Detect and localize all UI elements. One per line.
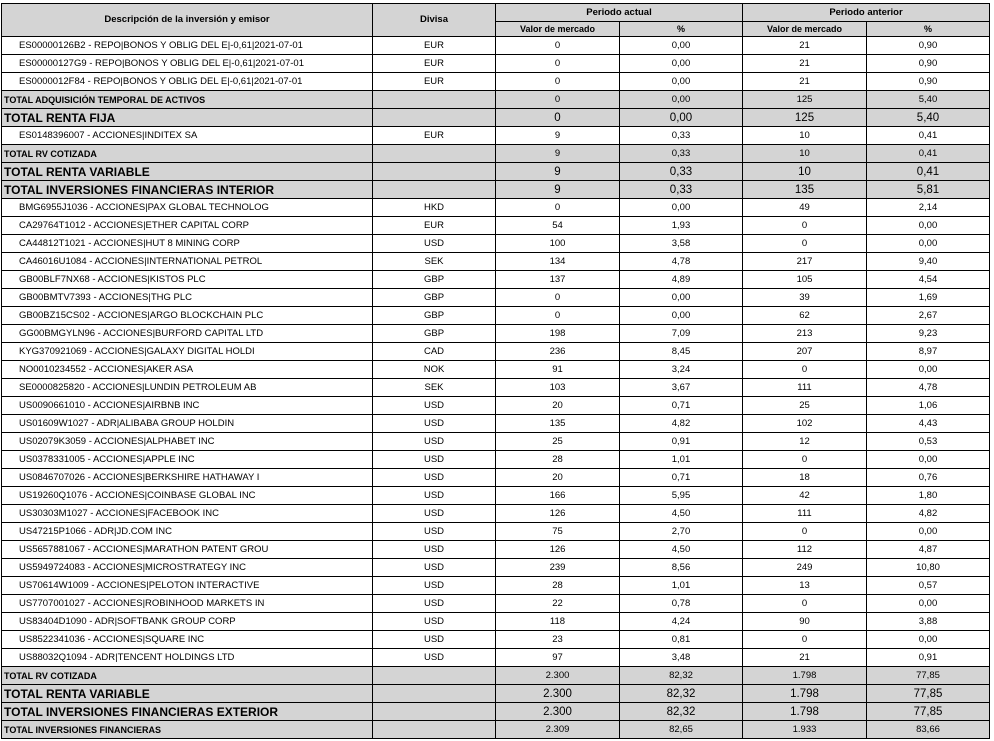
row-pct-actual: 0,33 — [620, 127, 743, 145]
total-row — [2, 163, 990, 181]
row-description: TOTAL INVERSIONES FINANCIERAS INTERIOR — [2, 181, 373, 199]
row-description: ES00000127G9 - REPO|BONOS Y OBLIG DEL E|-0,61|2021-07-01 — [2, 55, 373, 73]
row-currency — [373, 163, 496, 181]
row-valor-mercado-actual: 2.300 — [496, 703, 620, 721]
row-description: TOTAL ADQUISICIÓN TEMPORAL DE ACTIVOS — [2, 91, 373, 109]
table-row — [2, 631, 990, 649]
table-row — [2, 253, 990, 271]
row-description: KYG370921069 - ACCIONES|GALAXY DIGITAL HOLDI — [2, 343, 373, 361]
row-pct-anterior: 0,76 — [867, 469, 990, 487]
row-pct-anterior: 0,90 — [867, 37, 990, 55]
row-description: ES0000012F84 - REPO|BONOS Y OBLIG DEL E|-0,61|2021-07-01 — [2, 73, 373, 91]
row-valor-mercado-anterior: 1.798 — [743, 667, 867, 685]
row-valor-mercado-anterior: 10 — [743, 145, 867, 163]
table-row — [2, 397, 990, 415]
total-row — [2, 145, 990, 163]
row-description: US47215P1066 - ADR|JD.COM INC — [2, 523, 373, 541]
row-pct-anterior: 77,85 — [867, 685, 990, 703]
row-valor-mercado-anterior: 39 — [743, 289, 867, 307]
table-row — [2, 577, 990, 595]
table-row — [2, 343, 990, 361]
row-description: SE0000825820 - ACCIONES|LUNDIN PETROLEUM AB — [2, 379, 373, 397]
row-currency: USD — [373, 235, 496, 253]
row-pct-anterior: 0,00 — [867, 631, 990, 649]
row-currency: GBP — [373, 307, 496, 325]
row-pct-anterior: 0,00 — [867, 523, 990, 541]
row-valor-mercado-anterior: 125 — [743, 109, 867, 127]
row-pct-actual: 0,33 — [620, 145, 743, 163]
row-valor-mercado-actual: 0 — [496, 109, 620, 127]
row-pct-actual: 8,56 — [620, 559, 743, 577]
row-currency: EUR — [373, 127, 496, 145]
table-row — [2, 613, 990, 631]
total-row — [2, 721, 990, 739]
row-currency — [373, 181, 496, 199]
row-pct-actual: 0,00 — [620, 289, 743, 307]
row-valor-mercado-anterior: 49 — [743, 199, 867, 217]
row-currency: GBP — [373, 271, 496, 289]
row-valor-mercado-anterior: 21 — [743, 649, 867, 667]
row-description: US5657881067 - ACCIONES|MARATHON PATENT GROU — [2, 541, 373, 559]
row-valor-mercado-anterior: 10 — [743, 163, 867, 181]
row-valor-mercado-actual: 198 — [496, 325, 620, 343]
row-description: GB00BLF7NX68 - ACCIONES|KISTOS PLC — [2, 271, 373, 289]
row-valor-mercado-actual: 20 — [496, 397, 620, 415]
row-valor-mercado-actual: 100 — [496, 235, 620, 253]
row-valor-mercado-anterior: 213 — [743, 325, 867, 343]
row-pct-actual: 4,89 — [620, 271, 743, 289]
header-divisa: Divisa — [373, 4, 496, 37]
row-currency: USD — [373, 523, 496, 541]
table-row — [2, 649, 990, 667]
row-pct-anterior: 4,78 — [867, 379, 990, 397]
table-row — [2, 595, 990, 613]
row-pct-anterior: 2,67 — [867, 307, 990, 325]
row-valor-mercado-actual: 9 — [496, 127, 620, 145]
row-valor-mercado-anterior: 10 — [743, 127, 867, 145]
row-pct-anterior: 0,00 — [867, 451, 990, 469]
table-body — [2, 37, 990, 739]
row-pct-actual: 82,32 — [620, 667, 743, 685]
row-pct-anterior: 3,88 — [867, 613, 990, 631]
row-description: US30303M1027 - ACCIONES|FACEBOOK INC — [2, 505, 373, 523]
row-valor-mercado-anterior: 0 — [743, 235, 867, 253]
row-description: TOTAL RV COTIZADA — [2, 145, 373, 163]
row-pct-anterior: 0,90 — [867, 55, 990, 73]
row-valor-mercado-actual: 20 — [496, 469, 620, 487]
row-currency: USD — [373, 505, 496, 523]
row-valor-mercado-actual: 166 — [496, 487, 620, 505]
row-pct-actual: 82,65 — [620, 721, 743, 739]
row-valor-mercado-anterior: 102 — [743, 415, 867, 433]
row-description: GB00BZ15CS02 - ACCIONES|ARGO BLOCKCHAIN PLC — [2, 307, 373, 325]
row-pct-actual: 1,93 — [620, 217, 743, 235]
row-currency: EUR — [373, 55, 496, 73]
header-valor-mercado-actual: Valor de mercado — [496, 22, 620, 37]
row-valor-mercado-actual: 75 — [496, 523, 620, 541]
row-description: NO0010234552 - ACCIONES|AKER ASA — [2, 361, 373, 379]
row-description: GB00BMTV7393 - ACCIONES|THG PLC — [2, 289, 373, 307]
row-currency: GBP — [373, 325, 496, 343]
row-pct-anterior: 0,41 — [867, 163, 990, 181]
row-pct-actual: 0,00 — [620, 73, 743, 91]
row-valor-mercado-anterior: 249 — [743, 559, 867, 577]
row-pct-anterior: 5,81 — [867, 181, 990, 199]
row-valor-mercado-anterior: 1.933 — [743, 721, 867, 739]
table-row — [2, 541, 990, 559]
row-currency — [373, 667, 496, 685]
row-pct-actual: 1,01 — [620, 577, 743, 595]
row-currency — [373, 109, 496, 127]
row-description: CA44812T1021 - ACCIONES|HUT 8 MINING CORP — [2, 235, 373, 253]
row-pct-actual: 0,91 — [620, 433, 743, 451]
row-valor-mercado-actual: 28 — [496, 451, 620, 469]
row-pct-actual: 0,78 — [620, 595, 743, 613]
row-valor-mercado-actual: 9 — [496, 163, 620, 181]
row-valor-mercado-anterior: 1.798 — [743, 703, 867, 721]
table-row — [2, 487, 990, 505]
row-description: TOTAL RV COTIZADA — [2, 667, 373, 685]
row-valor-mercado-actual: 97 — [496, 649, 620, 667]
table-row — [2, 271, 990, 289]
total-row — [2, 91, 990, 109]
row-valor-mercado-actual: 126 — [496, 505, 620, 523]
row-valor-mercado-actual: 236 — [496, 343, 620, 361]
total-row — [2, 703, 990, 721]
row-pct-actual: 0,71 — [620, 397, 743, 415]
row-valor-mercado-anterior: 42 — [743, 487, 867, 505]
row-valor-mercado-actual: 0 — [496, 289, 620, 307]
row-valor-mercado-actual: 0 — [496, 199, 620, 217]
table-row — [2, 217, 990, 235]
row-description: US70614W1009 - ACCIONES|PELOTON INTERACTIVE — [2, 577, 373, 595]
table-row — [2, 199, 990, 217]
row-description: TOTAL INVERSIONES FINANCIERAS EXTERIOR — [2, 703, 373, 721]
total-row — [2, 109, 990, 127]
row-currency: USD — [373, 541, 496, 559]
row-valor-mercado-anterior: 111 — [743, 379, 867, 397]
row-pct-anterior: 83,66 — [867, 721, 990, 739]
row-currency: USD — [373, 451, 496, 469]
row-currency — [373, 91, 496, 109]
row-valor-mercado-actual: 135 — [496, 415, 620, 433]
row-description: US7707001027 - ACCIONES|ROBINHOOD MARKETS IN — [2, 595, 373, 613]
table-row — [2, 415, 990, 433]
row-valor-mercado-actual: 118 — [496, 613, 620, 631]
row-description: US01609W1027 - ADR|ALIBABA GROUP HOLDIN — [2, 415, 373, 433]
row-description: US0378331005 - ACCIONES|APPLE INC — [2, 451, 373, 469]
row-currency: USD — [373, 631, 496, 649]
row-currency: EUR — [373, 73, 496, 91]
row-pct-actual: 82,32 — [620, 685, 743, 703]
header-periodo-anterior: Periodo anterior — [743, 4, 990, 22]
row-pct-actual: 4,24 — [620, 613, 743, 631]
row-pct-anterior: 0,00 — [867, 235, 990, 253]
row-description: ES00000126B2 - REPO|BONOS Y OBLIG DEL E|-0,61|2021-07-01 — [2, 37, 373, 55]
table-row — [2, 307, 990, 325]
total-row — [2, 685, 990, 703]
row-valor-mercado-anterior: 1.798 — [743, 685, 867, 703]
row-pct-anterior: 0,00 — [867, 361, 990, 379]
row-pct-anterior: 0,53 — [867, 433, 990, 451]
row-pct-actual: 8,45 — [620, 343, 743, 361]
table-row — [2, 523, 990, 541]
row-currency: SEK — [373, 253, 496, 271]
row-pct-actual: 3,67 — [620, 379, 743, 397]
investment-table-container — [1, 3, 990, 739]
table-row — [2, 559, 990, 577]
row-currency — [373, 685, 496, 703]
row-currency: USD — [373, 577, 496, 595]
row-pct-actual: 5,95 — [620, 487, 743, 505]
total-row — [2, 667, 990, 685]
row-valor-mercado-anterior: 0 — [743, 523, 867, 541]
row-valor-mercado-anterior: 18 — [743, 469, 867, 487]
row-valor-mercado-anterior: 0 — [743, 595, 867, 613]
table-row — [2, 37, 990, 55]
row-valor-mercado-anterior: 13 — [743, 577, 867, 595]
row-valor-mercado-actual: 0 — [496, 307, 620, 325]
row-pct-anterior: 0,91 — [867, 649, 990, 667]
row-valor-mercado-anterior: 0 — [743, 361, 867, 379]
row-pct-actual: 0,00 — [620, 91, 743, 109]
row-currency: SEK — [373, 379, 496, 397]
row-description: CA29764T1012 - ACCIONES|ETHER CAPITAL CORP — [2, 217, 373, 235]
row-pct-anterior: 1,06 — [867, 397, 990, 415]
row-valor-mercado-actual: 239 — [496, 559, 620, 577]
row-valor-mercado-actual: 54 — [496, 217, 620, 235]
row-description: US19260Q1076 - ACCIONES|COINBASE GLOBAL INC — [2, 487, 373, 505]
row-pct-anterior: 0,57 — [867, 577, 990, 595]
row-currency: USD — [373, 433, 496, 451]
total-row — [2, 181, 990, 199]
row-valor-mercado-anterior: 111 — [743, 505, 867, 523]
row-valor-mercado-actual: 134 — [496, 253, 620, 271]
table-row — [2, 469, 990, 487]
row-valor-mercado-actual: 0 — [496, 73, 620, 91]
row-pct-anterior: 8,97 — [867, 343, 990, 361]
row-currency: USD — [373, 415, 496, 433]
row-pct-anterior: 0,41 — [867, 145, 990, 163]
row-valor-mercado-anterior: 21 — [743, 55, 867, 73]
row-currency — [373, 703, 496, 721]
row-pct-actual: 4,78 — [620, 253, 743, 271]
row-description: ES0148396007 - ACCIONES|INDITEX SA — [2, 127, 373, 145]
row-valor-mercado-actual: 0 — [496, 37, 620, 55]
table-row — [2, 55, 990, 73]
row-valor-mercado-actual: 9 — [496, 145, 620, 163]
row-valor-mercado-actual: 2.309 — [496, 721, 620, 739]
row-currency: USD — [373, 595, 496, 613]
row-currency: USD — [373, 469, 496, 487]
table-row — [2, 127, 990, 145]
row-pct-actual: 82,32 — [620, 703, 743, 721]
row-pct-anterior: 1,69 — [867, 289, 990, 307]
row-pct-anterior: 4,43 — [867, 415, 990, 433]
row-pct-actual: 0,33 — [620, 163, 743, 181]
row-pct-actual: 0,71 — [620, 469, 743, 487]
row-description: US5949724083 - ACCIONES|MICROSTRATEGY INC — [2, 559, 373, 577]
row-valor-mercado-anterior: 217 — [743, 253, 867, 271]
table-row — [2, 325, 990, 343]
row-pct-anterior: 0,90 — [867, 73, 990, 91]
row-pct-actual: 4,50 — [620, 541, 743, 559]
row-currency: GBP — [373, 289, 496, 307]
row-valor-mercado-actual: 137 — [496, 271, 620, 289]
row-description: TOTAL RENTA VARIABLE — [2, 685, 373, 703]
row-valor-mercado-anterior: 62 — [743, 307, 867, 325]
header-pct-actual: % — [620, 22, 743, 37]
row-currency: EUR — [373, 217, 496, 235]
header-pct-anterior: % — [867, 22, 990, 37]
row-valor-mercado-anterior: 105 — [743, 271, 867, 289]
row-valor-mercado-anterior: 25 — [743, 397, 867, 415]
row-valor-mercado-actual: 126 — [496, 541, 620, 559]
table-row — [2, 433, 990, 451]
row-pct-actual: 4,82 — [620, 415, 743, 433]
row-pct-anterior: 0,00 — [867, 217, 990, 235]
row-description: US83404D1090 - ADR|SOFTBANK GROUP CORP — [2, 613, 373, 631]
row-pct-anterior: 2,14 — [867, 199, 990, 217]
row-description: TOTAL RENTA FIJA — [2, 109, 373, 127]
row-pct-anterior: 4,87 — [867, 541, 990, 559]
row-valor-mercado-anterior: 207 — [743, 343, 867, 361]
row-description: GG00BMGYLN96 - ACCIONES|BURFORD CAPITAL LTD — [2, 325, 373, 343]
row-pct-actual: 0,00 — [620, 37, 743, 55]
row-pct-actual: 3,48 — [620, 649, 743, 667]
row-valor-mercado-actual: 22 — [496, 595, 620, 613]
row-valor-mercado-anterior: 125 — [743, 91, 867, 109]
row-pct-anterior: 5,40 — [867, 109, 990, 127]
row-valor-mercado-actual: 2.300 — [496, 685, 620, 703]
row-currency: USD — [373, 649, 496, 667]
row-pct-actual: 0,33 — [620, 181, 743, 199]
row-valor-mercado-anterior: 12 — [743, 433, 867, 451]
row-pct-anterior: 77,85 — [867, 667, 990, 685]
table-row — [2, 451, 990, 469]
investment-portfolio-table — [1, 3, 990, 739]
table-row — [2, 235, 990, 253]
row-pct-actual: 0,00 — [620, 55, 743, 73]
row-valor-mercado-actual: 23 — [496, 631, 620, 649]
row-description: TOTAL INVERSIONES FINANCIERAS — [2, 721, 373, 739]
row-pct-anterior: 1,80 — [867, 487, 990, 505]
table-row — [2, 379, 990, 397]
row-pct-anterior: 5,40 — [867, 91, 990, 109]
row-pct-anterior: 4,54 — [867, 271, 990, 289]
row-description: US0846707026 - ACCIONES|BERKSHIRE HATHAWAY I — [2, 469, 373, 487]
row-valor-mercado-actual: 28 — [496, 577, 620, 595]
row-valor-mercado-anterior: 135 — [743, 181, 867, 199]
row-valor-mercado-actual: 91 — [496, 361, 620, 379]
row-currency: USD — [373, 487, 496, 505]
row-pct-anterior: 10,80 — [867, 559, 990, 577]
row-description: BMG6955J1036 - ACCIONES|PAX GLOBAL TECHNOLOG — [2, 199, 373, 217]
table-row — [2, 73, 990, 91]
row-valor-mercado-anterior: 90 — [743, 613, 867, 631]
table-row — [2, 505, 990, 523]
row-currency: USD — [373, 397, 496, 415]
row-pct-anterior: 0,00 — [867, 595, 990, 613]
row-currency — [373, 721, 496, 739]
row-valor-mercado-anterior: 21 — [743, 73, 867, 91]
row-valor-mercado-anterior: 112 — [743, 541, 867, 559]
row-pct-anterior: 0,41 — [867, 127, 990, 145]
row-pct-actual: 1,01 — [620, 451, 743, 469]
header-periodo-actual: Periodo actual — [496, 4, 743, 22]
row-valor-mercado-actual: 103 — [496, 379, 620, 397]
row-description: CA46016U1084 - ACCIONES|INTERNATIONAL PETROL — [2, 253, 373, 271]
row-pct-actual: 0,00 — [620, 199, 743, 217]
row-pct-actual: 4,50 — [620, 505, 743, 523]
table-row — [2, 361, 990, 379]
row-currency: CAD — [373, 343, 496, 361]
row-currency: USD — [373, 613, 496, 631]
row-valor-mercado-actual: 25 — [496, 433, 620, 451]
row-description: US88032Q1094 - ADR|TENCENT HOLDINGS LTD — [2, 649, 373, 667]
row-currency: NOK — [373, 361, 496, 379]
row-pct-anterior: 4,82 — [867, 505, 990, 523]
row-pct-actual: 0,81 — [620, 631, 743, 649]
row-pct-anterior: 9,23 — [867, 325, 990, 343]
row-valor-mercado-anterior: 0 — [743, 217, 867, 235]
row-description: US8522341036 - ACCIONES|SQUARE INC — [2, 631, 373, 649]
row-description: US02079K3059 - ACCIONES|ALPHABET INC — [2, 433, 373, 451]
row-pct-actual: 0,00 — [620, 109, 743, 127]
row-valor-mercado-actual: 2.300 — [496, 667, 620, 685]
header-valor-mercado-anterior: Valor de mercado — [743, 22, 867, 37]
row-pct-actual: 3,58 — [620, 235, 743, 253]
row-currency: EUR — [373, 37, 496, 55]
row-valor-mercado-anterior: 21 — [743, 37, 867, 55]
row-currency — [373, 145, 496, 163]
row-pct-anterior: 9,40 — [867, 253, 990, 271]
row-valor-mercado-actual: 9 — [496, 181, 620, 199]
row-currency: HKD — [373, 199, 496, 217]
row-valor-mercado-actual: 0 — [496, 55, 620, 73]
row-pct-actual: 0,00 — [620, 307, 743, 325]
row-pct-anterior: 77,85 — [867, 703, 990, 721]
row-pct-actual: 3,24 — [620, 361, 743, 379]
row-pct-actual: 2,70 — [620, 523, 743, 541]
row-valor-mercado-actual: 0 — [496, 91, 620, 109]
row-pct-actual: 7,09 — [620, 325, 743, 343]
header-descripcion: Descripción de la inversión y emisor — [2, 4, 373, 37]
row-description: TOTAL RENTA VARIABLE — [2, 163, 373, 181]
table-row — [2, 289, 990, 307]
row-valor-mercado-anterior: 0 — [743, 631, 867, 649]
row-description: US0090661010 - ACCIONES|AIRBNB INC — [2, 397, 373, 415]
row-valor-mercado-anterior: 0 — [743, 451, 867, 469]
row-currency: USD — [373, 559, 496, 577]
